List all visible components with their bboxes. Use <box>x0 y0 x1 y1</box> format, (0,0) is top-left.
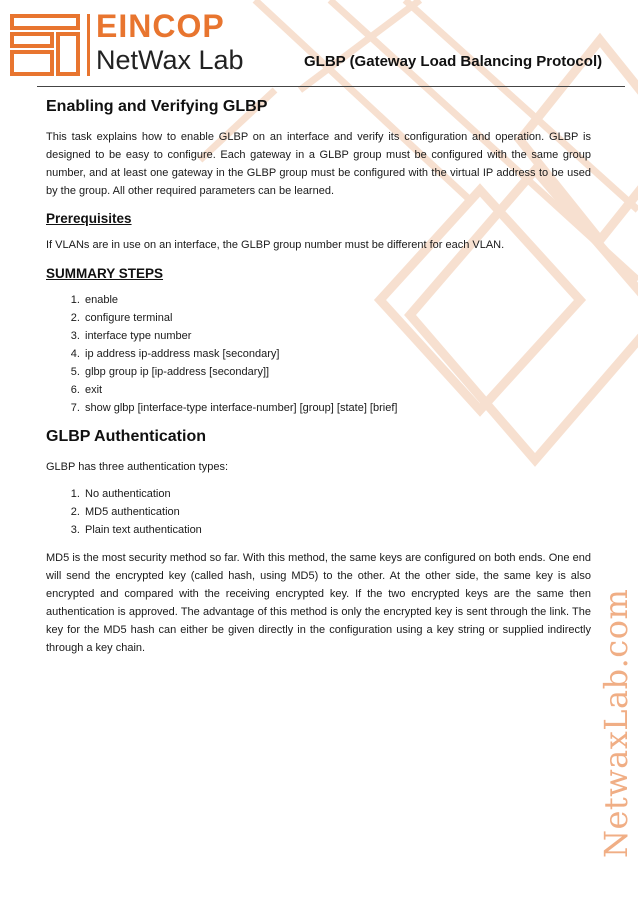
logo-wordmark-top: EINCOP <box>96 8 225 44</box>
document-body <box>46 95 591 666</box>
prerequisites-heading: Prerequisites <box>46 211 132 226</box>
list-item: 1. enable <box>83 291 591 309</box>
logo-divider <box>87 14 90 76</box>
intro-paragraph: This task explains how to enable GLBP on an interface and verify its configuration and operation. GLBP is designed to be easy to configure. Each gateway in a GLBP group must be configured with the same group number, and at least one gateway in the GLBP group must be configured with the virtual IP address to be used by the group. All other required parameters can be learned. <box>46 131 591 197</box>
auth-body: MD5 is the most security method so far. With this method, the same keys are configured on both ends. One end will send the encrypted key (called hash, using MD5) to the other. At the other side, the same key is also encrypted and compared with the receiving encrypted key. If the two encrypted keys are the same then authentication is approved. The advantage of this method is only the encrypted key is sent through the link. The key for the MD5 hash can either be given directly in the configuration using a key string or supplied indirectly through a key chain. <box>46 552 591 654</box>
logo-icon <box>10 14 80 76</box>
auth-intro: GLBP has three authentication types: <box>46 461 229 473</box>
list-item: 2. configure terminal <box>83 309 591 327</box>
document-title: GLBP (Gateway Load Balancing Protocol) <box>304 53 603 70</box>
list-item: 1. No authentication <box>83 485 591 503</box>
list-item: 7. show glbp [interface-type interface-number] [group] [state] [brief] <box>83 399 591 417</box>
summary-steps-list <box>46 291 591 417</box>
logo-wordmark-bottom: NetWax Lab <box>96 45 244 75</box>
section-heading-enabling: Enabling and Verifying GLBP <box>46 98 268 115</box>
page-header <box>0 0 638 90</box>
list-item: 4. ip address ip-address mask [secondary] <box>83 345 591 363</box>
auth-types-list <box>46 485 591 539</box>
section-heading-authentication: GLBP Authentication <box>46 428 206 445</box>
watermark-text: NetwaxLab.com <box>597 588 635 858</box>
prerequisites-text: If VLANs are in use on an interface, the GLBP group number must be different for each VLAN. <box>46 239 505 251</box>
summary-steps-heading: SUMMARY STEPS <box>46 266 164 281</box>
list-item: 5. glbp group ip [ip-address [secondary]] <box>83 363 591 381</box>
list-item: 6. exit <box>83 381 591 399</box>
list-item: 3. Plain text authentication <box>83 521 591 539</box>
list-item: 3. interface type number <box>83 327 591 345</box>
list-item: 2. MD5 authentication <box>83 503 591 521</box>
header-divider <box>37 86 625 87</box>
